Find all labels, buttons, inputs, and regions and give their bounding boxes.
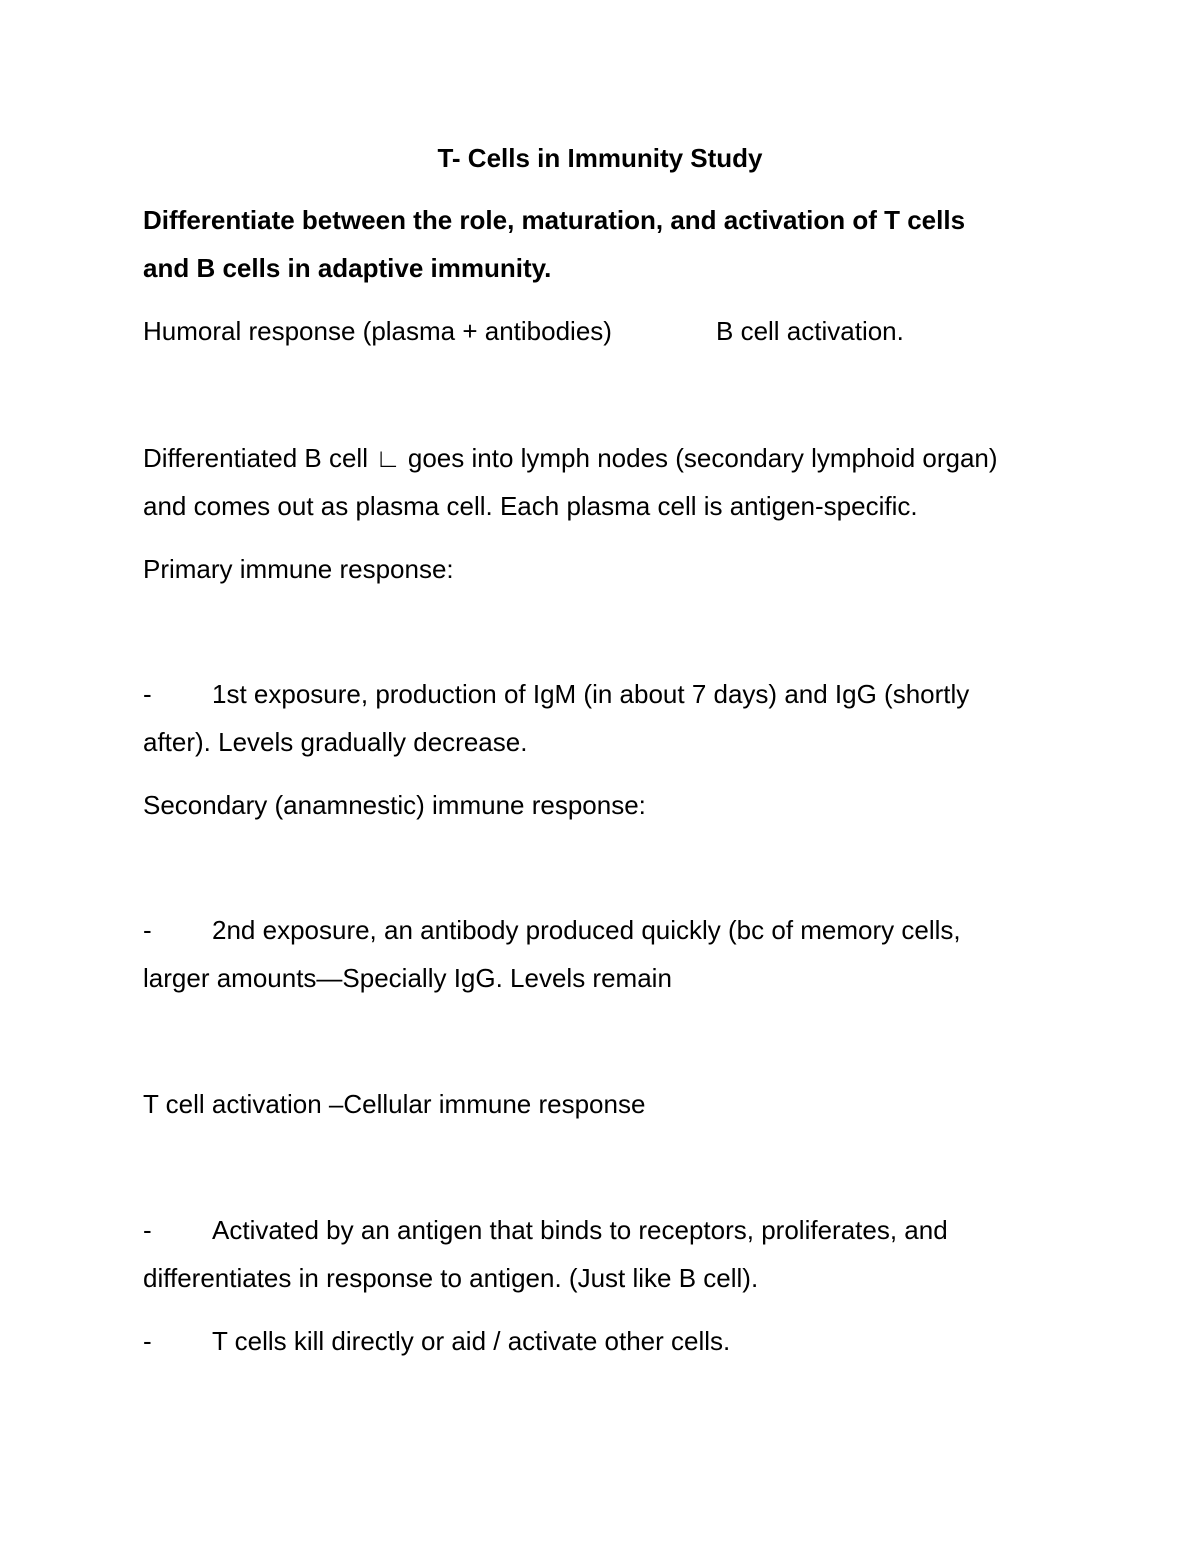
tcell-bullet-2-line-1: T cells kill directly or aid / activate other cells.: [212, 1326, 731, 1356]
primary-bullet-line-2: after). Levels gradually decrease.: [143, 727, 528, 757]
primary-bullet-line-1: 1st exposure, production of IgM (in about 7 days) and IgG (shortly: [212, 679, 970, 709]
bullet-marker: -: [143, 1215, 152, 1245]
tcell-bullet-1-line-2: differentiates in response to antigen. (Just like B cell).: [143, 1263, 759, 1293]
primary-heading: Primary immune response:: [143, 554, 454, 584]
bullet-marker: -: [143, 1326, 152, 1356]
document-title: T- Cells in Immunity Study: [437, 143, 763, 173]
bullet-marker: -: [143, 679, 152, 709]
question-line-1: Differentiate between the role, maturation, and activation of T cells: [143, 205, 966, 235]
b-cell-activation-text: B cell activation.: [716, 316, 904, 346]
tcell-heading: T cell activation –Cellular immune response: [143, 1089, 646, 1119]
differentiated-line-1: Differentiated B cell ∟ goes into lymph nodes (secondary lymphoid organ): [143, 443, 998, 473]
humoral-response-text: Humoral response (plasma + antibodies): [143, 316, 612, 346]
tcell-bullet-1-line-1: Activated by an antigen that binds to receptors, proliferates, and: [212, 1215, 948, 1245]
bullet-marker: -: [143, 915, 152, 945]
differentiated-line-2: and comes out as plasma cell. Each plasma cell is antigen-specific.: [143, 491, 918, 521]
secondary-heading: Secondary (anamnestic) immune response:: [143, 790, 646, 820]
secondary-bullet-line-1: 2nd exposure, an antibody produced quickly (bc of memory cells,: [212, 915, 961, 945]
secondary-bullet-line-2: larger amounts—Specially IgG. Levels remain: [143, 963, 672, 993]
question-line-2: and B cells in adaptive immunity.: [143, 253, 552, 283]
